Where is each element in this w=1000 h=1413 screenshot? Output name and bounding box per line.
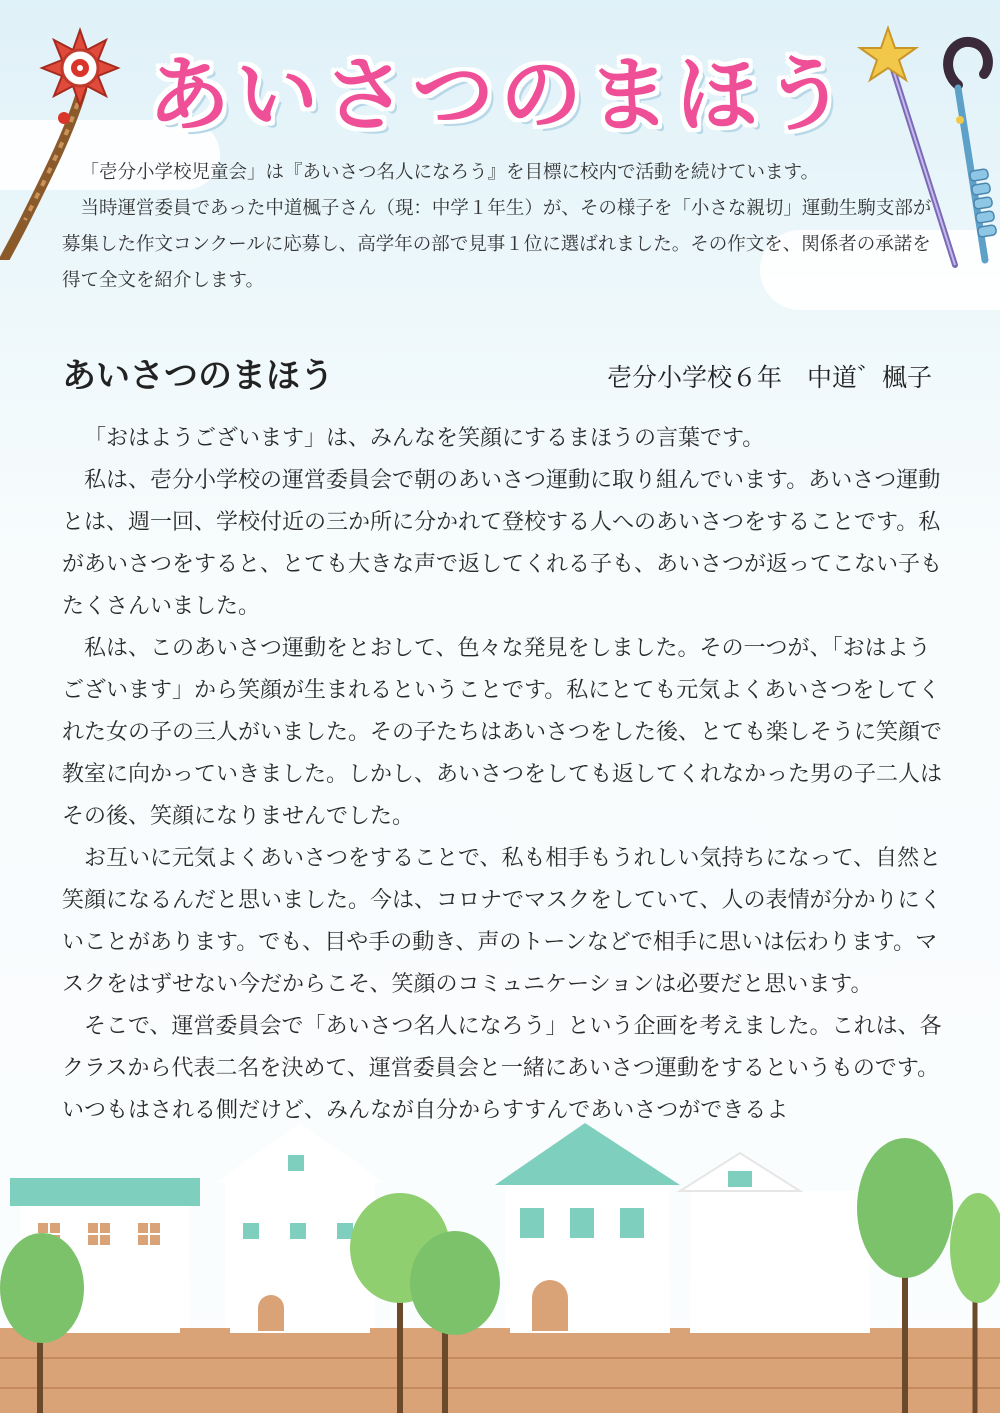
essay-body — [62, 418, 942, 1132]
essay-paragraph: 「おはようございます」は、みんなを笑顔にするまほうの言葉です。 — [84, 426, 765, 451]
essay-header — [62, 348, 932, 398]
town-illustration — [0, 1113, 1000, 1413]
intro-paragraph: 「壱分小学校児童会」は『あいさつ名人になろう』を目標に校内で活動を続けています。 — [80, 162, 820, 183]
page-title: あいさつのまほう — [147, 48, 852, 143]
essay-paragraph: 私は、このあいさつ運動をとおして、色々な発見をしました。その一つが、「おはようございます」から笑顔が生まれるということです。私にとても元気よくあいさつをしてくれた女の子の三人がいました。その子たちはあいさつをした後、とても楽しそうに笑顔で教室に向かっていきました。しかし、あいさつをしても返してくれなかった男の子二人はその後、笑顔になりませんでした。 — [62, 636, 943, 829]
essay-paragraph: 私は、壱分小学校の運営委員会で朝のあいさつ運動に取り組んでいます。あいさつ運動とは、週一回、学校付近の三か所に分かれて登校する人へのあいさつをすることです。私があいさつをすると、とても大きな声で返してくれる子も、あいさつが返ってこない子もたくさんいました。 — [62, 468, 943, 619]
essay-paragraph: お互いに元気よくあいさつをすることで、私も相手もうれしい気持ちになって、自然と笑顔になるんだと思いました。今は、コロナでマスクをしていて、人の表情が分かりにくいことがあります。でも、目や手の動き、声のトーンなどで相手に思いは伝わります。マスクをはずせない今だからこそ、笑顔のコミュニケーションは必要だと思います。 — [62, 846, 942, 997]
intro-paragraph: 当時運営委員であった中道楓子さん（現：中学１年生）が、その様子を「小さな親切」運動生駒支部が募集した作文コンクールに応募し、高学年の部で見事１位に選ばれました。その作文を、関係者の承諾を得て全文を紹介します。 — [62, 198, 932, 291]
ground — [0, 1328, 1000, 1413]
essay-author: 壱分小学校６年 中道゛楓子 — [606, 363, 932, 392]
essay-title: あいさつのまほう — [62, 356, 334, 396]
essay-paragraph: そこで、運営委員会で「あいさつ名人になろう」という企画を考えました。これは、各クラスから代表二名を決めて、運営委員会と一緒にあいさつ運動をするというものです。いつもはされる側だけど、みんなが自分からすすんであいさつができるよ — [62, 1014, 942, 1123]
intro-text — [62, 155, 942, 299]
